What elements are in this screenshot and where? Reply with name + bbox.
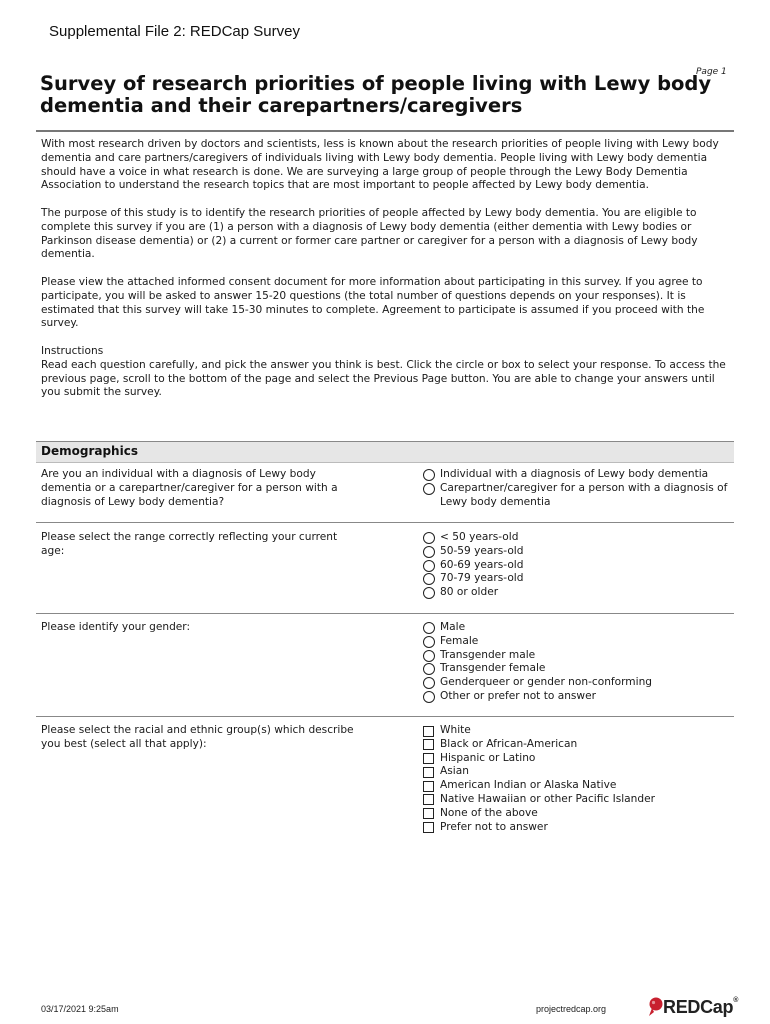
footer-timestamp: 03/17/2021 9:25am bbox=[41, 1004, 119, 1014]
question-diagnosis-role bbox=[36, 468, 734, 520]
checkbox[interactable] bbox=[423, 781, 434, 792]
option-label: Individual with a diagnosis of Lewy body dementia bbox=[440, 468, 709, 480]
instructions-heading: Instructions bbox=[41, 344, 104, 357]
redcap-logo bbox=[646, 996, 738, 1018]
radio-button[interactable] bbox=[423, 573, 435, 585]
checkbox[interactable] bbox=[423, 767, 434, 778]
answer-options bbox=[423, 621, 743, 704]
checkbox[interactable] bbox=[423, 726, 434, 737]
option-label: Female bbox=[440, 634, 479, 647]
option-label: Hispanic or Latino bbox=[440, 751, 536, 764]
option-item[interactable] bbox=[423, 482, 743, 510]
survey-intro bbox=[41, 138, 733, 400]
option-label: White bbox=[440, 724, 471, 736]
checkbox[interactable] bbox=[423, 808, 434, 819]
option-label: 50-59 years-old bbox=[440, 544, 524, 557]
radio-button[interactable] bbox=[423, 691, 435, 703]
intro-paragraph: With most research driven by doctors and scientists, less is known about the research priorities of people living with Lewy body dementia and care partners/caregivers of individuals living with Lewy body dementia. People living with Lewy body dementia should have a voice in what research is done. We are surveying a large group of people through the Lewy Body Dementia Association to understand the research topics that are most important to people affected by Lewy body dementia. bbox=[41, 138, 719, 192]
checkbox[interactable] bbox=[423, 822, 434, 833]
question-divider bbox=[36, 522, 734, 523]
option-label: 80 or older bbox=[440, 586, 499, 599]
option-item[interactable] bbox=[423, 821, 743, 835]
option-label: 70-79 years-old bbox=[440, 572, 524, 585]
option-label: Prefer not to answer bbox=[440, 820, 548, 833]
question-race-ethnicity bbox=[36, 724, 734, 840]
option-item[interactable] bbox=[423, 793, 743, 807]
option-item[interactable] bbox=[423, 621, 743, 635]
option-label: Asian bbox=[440, 765, 469, 778]
page-number: Page 1 bbox=[696, 67, 727, 77]
question-gender bbox=[36, 621, 734, 709]
instructions-block bbox=[41, 345, 733, 400]
question-divider bbox=[36, 716, 734, 717]
option-label: None of the above bbox=[440, 806, 538, 819]
radio-button[interactable] bbox=[423, 636, 435, 648]
radio-button[interactable] bbox=[423, 483, 435, 495]
option-item[interactable] bbox=[423, 572, 743, 586]
document-header-label: Supplemental File 2: REDCap Survey bbox=[49, 23, 300, 40]
radio-button[interactable] bbox=[423, 663, 435, 675]
intro-paragraph: Please view the attached informed consent document for more information about participating in this survey. If you agree to participate, you will be asked to answer 15-20 questions (the total number of questions depends on your responses). It is estimated that this survey will take 15-30 minutes to complete. Agreement to participate is assumed if you proceed with the survey. bbox=[41, 275, 705, 330]
checkbox[interactable] bbox=[423, 794, 434, 805]
option-item[interactable] bbox=[423, 752, 743, 766]
question-age-range bbox=[36, 531, 734, 609]
option-label: Genderqueer or gender non-conforming bbox=[440, 676, 653, 689]
option-label: Transgender male bbox=[440, 648, 536, 661]
answer-options bbox=[423, 724, 743, 834]
registered-mark: ® bbox=[733, 996, 739, 1004]
option-item[interactable] bbox=[423, 468, 743, 482]
option-item[interactable] bbox=[423, 765, 743, 779]
option-item[interactable] bbox=[423, 649, 743, 663]
option-label: Male bbox=[440, 621, 466, 633]
option-item[interactable] bbox=[423, 724, 743, 738]
question-divider bbox=[36, 613, 734, 614]
option-item[interactable] bbox=[423, 690, 743, 704]
option-item[interactable] bbox=[423, 559, 743, 573]
redcap-logo-text: REDCap® bbox=[663, 996, 739, 1017]
radio-button[interactable] bbox=[423, 469, 435, 481]
question-text: Please select the range correctly reflecting your current age: bbox=[41, 531, 338, 557]
radio-button[interactable] bbox=[423, 650, 435, 662]
title-divider bbox=[36, 130, 734, 132]
option-label: Native Hawaiian or other Pacific Islander bbox=[440, 792, 655, 805]
survey-title: Survey of research priorities of people living with Lewy body dementia and their carepartners/caregivers bbox=[40, 72, 712, 117]
option-item[interactable] bbox=[423, 807, 743, 821]
answer-options bbox=[423, 531, 743, 600]
option-item[interactable] bbox=[423, 676, 743, 690]
option-item[interactable] bbox=[423, 531, 743, 545]
radio-button[interactable] bbox=[423, 546, 435, 558]
option-item[interactable] bbox=[423, 545, 743, 559]
option-item[interactable] bbox=[423, 635, 743, 649]
radio-button[interactable] bbox=[423, 560, 435, 572]
checkbox[interactable] bbox=[423, 753, 434, 764]
radio-button[interactable] bbox=[423, 677, 435, 689]
radio-button[interactable] bbox=[423, 587, 435, 599]
option-item[interactable] bbox=[423, 738, 743, 752]
option-label: American Indian or Alaska Native bbox=[440, 779, 617, 792]
option-item[interactable] bbox=[423, 586, 743, 600]
checkbox[interactable] bbox=[423, 739, 434, 750]
option-label: 60-69 years-old bbox=[440, 558, 524, 571]
option-item[interactable] bbox=[423, 779, 743, 793]
question-text: Please identify your gender: bbox=[41, 621, 191, 633]
option-item[interactable] bbox=[423, 662, 743, 676]
section-header-demographics: Demographics bbox=[36, 441, 734, 463]
radio-button[interactable] bbox=[423, 622, 435, 634]
question-text: Please select the racial and ethnic group(s) which describe you best (select all that apply): bbox=[41, 724, 354, 750]
option-label: Transgender female bbox=[440, 662, 546, 675]
option-label: Other or prefer not to answer bbox=[440, 689, 596, 702]
answer-options bbox=[423, 468, 743, 509]
footer-website: projectredcap.org bbox=[536, 1004, 607, 1014]
option-label: Black or African-American bbox=[440, 737, 578, 750]
option-label: Carepartner/caregiver for a person with a diagnosis of Lewy body dementia bbox=[440, 481, 728, 508]
intro-paragraph: The purpose of this study is to identify the research priorities of people affected by Lewy body dementia. You are eligible to complete this survey if you are (1) a person with a diagnosis of Lewy body dementia (either dementia with Lewy bodies or Parkinson disease dementia) or (2) a current or former care partner or caregiver for a person with a diagnosis of Lewy body dementia. bbox=[41, 206, 698, 261]
option-label: < 50 years-old bbox=[440, 531, 519, 543]
question-text: Are you an individual with a diagnosis of Lewy body dementia or a carepartner/caregiver for a person with a diagnosis of Lewy body dementia? bbox=[41, 468, 338, 508]
instructions-text: Read each question carefully, and pick the answer you think is best. Click the circle or box to select your response. To access the previous page, scroll to the bottom of the page and select the Previous Page button. You are able to change your answers until you submit the survey. bbox=[41, 358, 726, 399]
radio-button[interactable] bbox=[423, 532, 435, 544]
